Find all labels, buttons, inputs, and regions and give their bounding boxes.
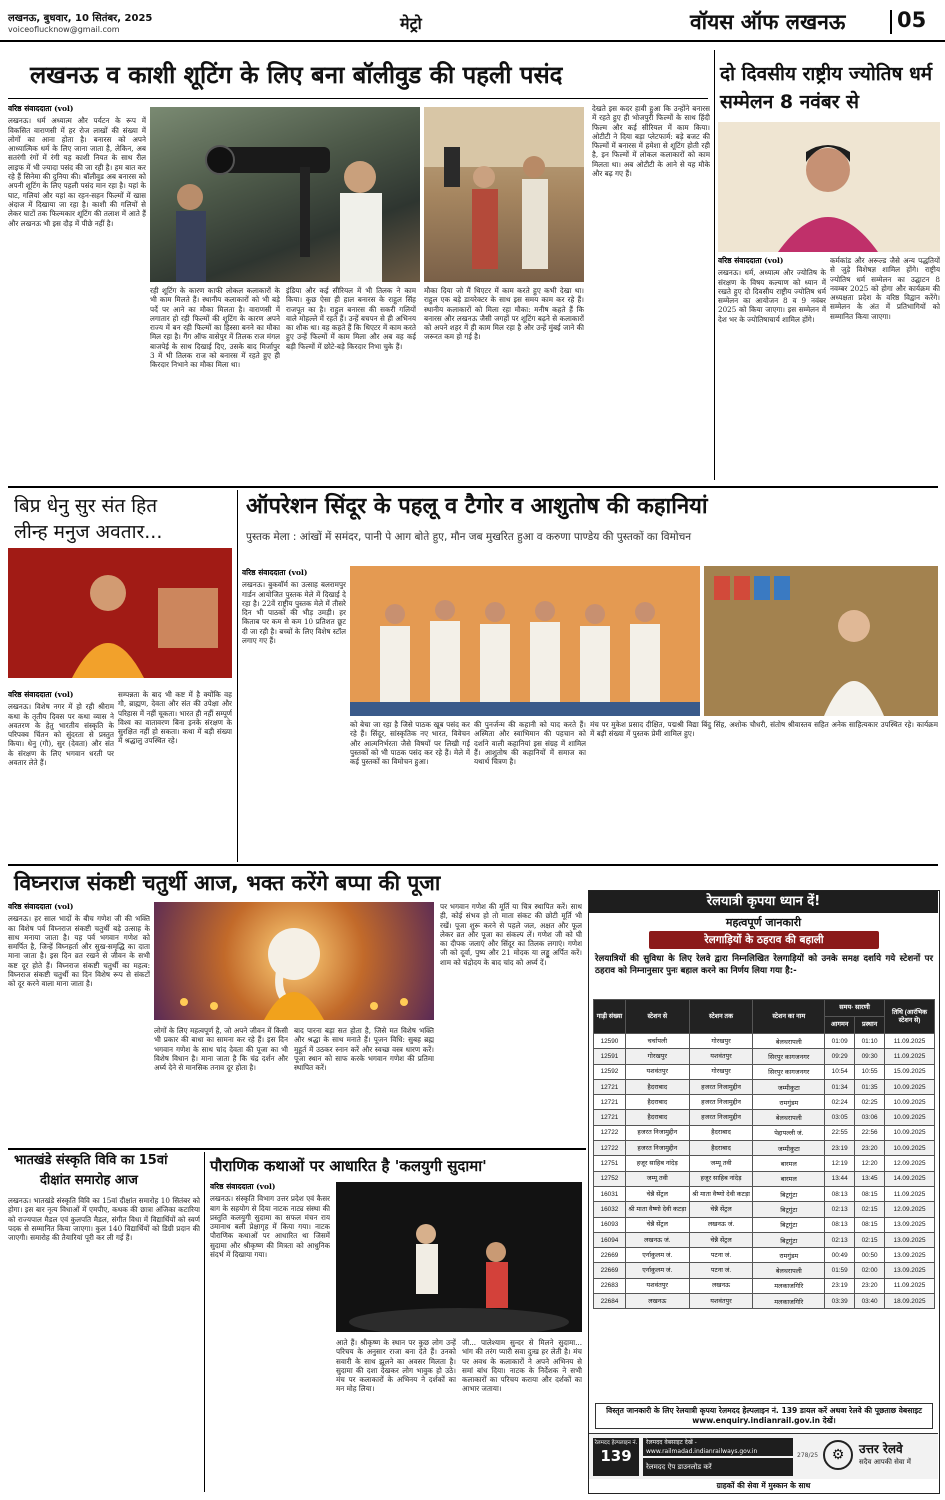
katha-speaker-illustration (8, 548, 232, 678)
railway-slogan: ग्राहकों की सेवा में मुस्कान के साथ (716, 1481, 811, 1490)
story1-text3: इंडिया और कई सीरियल में भी तिलक ने काम किया। कुछ ऐसा ही हाल बनारस के राहुल सिंह राजपूत का है। राहुल बनारस की सकरी गलियों वाले मोहल्ले में रहते हैं। उन्हें बचपन से ही अभिनय का शौक था। वह कहते हैं कि थिएटर में काम करते हुए उन्हें फिल्मों में काम मिला और अब वह कई बड़ी फिल्मों में छोटे-बड़े किरदार निभा चुके हैं। (286, 286, 416, 351)
table-cell: 03:40 (855, 1294, 885, 1309)
table-cell: एर्नाकुलम जं. (625, 1263, 689, 1278)
railway-org: उत्तर रेलवे (859, 1442, 903, 1456)
table-cell: 14.09.2025 (885, 1171, 935, 1186)
story3-text1: लखनऊ। विशेष नगर में हो रही श्रीराम कथा के तृतीय दिवस पर कथा व्यास ने अवतरण के हेतु भारतीय संस्कृति के परिपक्व चिंतन को सुंदरता से प्रस्तुत किया। धेनु (गौ), सुर (देवता) और संत के संरक्षण के लिए भगवान धरती पर अवतार लेते हैं। (8, 702, 114, 768)
story3-text2: सम्पन्नता के बाद भी कष्ट में है क्योंकि वह गौ, ब्राह्मण, देवता और संत की उपेक्षा और परिहास में नहीं चूकता। भारत ही नहीं सम्पूर्ण विश्व का वातावरण बिना इनके संरक्षण के सुरक्षित नहीं हो सकता। कथा में बड़ी संख्या में श्रद्धालु उपस्थित रहे। (118, 690, 232, 746)
table-cell: 02:15 (855, 1232, 885, 1247)
table-cell: 12590 (594, 1034, 626, 1049)
table-cell: 08:15 (855, 1186, 885, 1201)
table-cell: 01:10 (855, 1034, 885, 1049)
table-cell: बिट्रगुंटा (753, 1186, 825, 1201)
story7-col3 (462, 1338, 582, 1492)
table-cell: 08:13 (825, 1186, 855, 1201)
story6-col1 (8, 1196, 200, 1492)
railway-intro: रेलयात्रियों की सुविधा के लिए रेलवे द्वारा निम्नलिखित रेलगाड़ियों को उनके समक्ष दर्शाये गये स्टेशनों पर ठहराव को निम्नानुसार पुनः बहाल करने का निर्णय लिया गया है:- (595, 954, 933, 976)
story4-text1: लखनऊ। बुकवॉर्म का उत्साह बलरामपुर गार्डन आयोजित पुस्तक मेले में दिखाई दे रहा है। 22वें राष्ट्रीय पुस्तक मेले में तीसरे दिन भी पाठकों की भीड़ उमड़ी। हर किताब पर कम से कम 10 प्रतिशत छूट दी जा रही है। बच्चों के लिए विशेष स्टॉल लगाए गए हैं। (242, 580, 346, 646)
table-cell: बेलथरापली (753, 1034, 825, 1049)
table-cell: यशवंतपुर (625, 1064, 689, 1079)
col-date: तिथि (आरंभिक स्टेशन से) (885, 1000, 935, 1034)
table-cell: एर्नाकुलम जं. (625, 1248, 689, 1263)
table-cell: 01:35 (855, 1079, 885, 1094)
table-row (594, 1095, 935, 1110)
table-cell: हजरत निजामुद्दीन (625, 1141, 689, 1156)
story5-col4 (440, 902, 582, 1182)
railway-org-tag: सदैव आपकी सेवा में (859, 1458, 911, 1466)
table-cell: 10:54 (825, 1064, 855, 1079)
table-cell: पटना जं. (689, 1263, 753, 1278)
table-cell: 02:13 (825, 1202, 855, 1217)
col-arrival: आगमन (825, 1017, 855, 1034)
railway-table (593, 999, 935, 1309)
table-cell: 18.09.2025 (885, 1294, 935, 1309)
table-cell: 22669 (594, 1263, 626, 1278)
story4-text4: मंच पर मुकेश प्रसाद दीक्षित, पद्मश्री विद्या बिंदु सिंह, अशोक चौधरी, संतोष श्रीवास्तव सहित अनेक साहित्यकार उपस्थित रहे। कार्यक्रम में बड़ी संख्या में पुस्तक प्रेमी शामिल हुए। (590, 720, 938, 739)
table-cell: यशवंतपुर (689, 1294, 753, 1309)
table-cell: 16032 (594, 1202, 626, 1217)
table-cell: मलकाजगिरि (753, 1294, 825, 1309)
table-cell: 22683 (594, 1278, 626, 1293)
story4-photo-stall (704, 566, 938, 716)
railmadad-web (643, 1438, 793, 1456)
table-cell: हजरत निजामुद्दीन (625, 1125, 689, 1140)
story7-photo (336, 1182, 582, 1332)
table-cell: गोरखपुर (689, 1034, 753, 1049)
railmadad-url[interactable]: www.railmadad.indianrailways.gov.in (646, 1448, 758, 1455)
railway-code: 278/25 (797, 1452, 819, 1459)
table-cell: 13:45 (855, 1171, 885, 1186)
table-cell: 23:20 (855, 1278, 885, 1293)
table-cell: पेद्दापल्ली जं. (753, 1125, 825, 1140)
table-row (594, 1232, 935, 1247)
table-cell: 03:05 (825, 1110, 855, 1125)
story7-text3: जी... पालेश्याम सुन्दर से मिलने सुदामा... भांग की तरंग प्यारी सवा दुःख हर लेती है। मंच पर अवध के कलाकारों ने अपने अभिनय से समां बांध दिया। नाटक के निर्देशक ने सभी कलाकारों का परिचय कराया और दर्शकों का आभार जताया। (462, 1338, 582, 1394)
table-cell: 13.09.2025 (885, 1248, 935, 1263)
masthead (0, 0, 945, 42)
masthead-divider (890, 10, 892, 34)
table-cell: यशवंतपुर (625, 1278, 689, 1293)
table-cell: बेलथरापली (753, 1110, 825, 1125)
story4-col2 (350, 720, 470, 860)
railway-footer-info: विस्तृत जानकारी के लिए रेलयात्री कृपया रेलमदद हेल्पलाइन नं. 139 डायल करें अथवा रेलवे की पूछताछ वेबसाइट www.enquiry.indianrail.gov.in देखें। (595, 1403, 933, 1429)
table-cell: 10.09.2025 (885, 1141, 935, 1156)
table-row (594, 1034, 935, 1049)
table-cell: 02:24 (825, 1095, 855, 1110)
table-row (594, 1064, 935, 1079)
table-cell: रामगुंडम (753, 1095, 825, 1110)
section-rule-1 (8, 486, 938, 488)
story7-col2 (336, 1338, 456, 1492)
helpline-box (593, 1438, 639, 1476)
table-cell: लखनऊ जं. (689, 1217, 753, 1232)
story5-byline: वरिष्ठ संवाददाता (vol) (8, 902, 74, 911)
table-cell: मलकाजगिरि (753, 1278, 825, 1293)
table-cell: 10.09.2025 (885, 1095, 935, 1110)
railway-title (649, 931, 879, 949)
story1-photo-camera (150, 107, 420, 282)
masthead-date: लखनऊ, बुधवार, 10 सितंबर, 2025 (8, 13, 153, 24)
table-cell: यशवंतपुर (689, 1049, 753, 1064)
table-cell: बिट्रगुंटा (753, 1232, 825, 1247)
story4-subhead: पुस्तक मेला : आंखों में समंदर, पानी पे आग बोते हुए, मौन जब मुखरित हुआ व करुणा पाण्डेय की पुस्तकों का विमोचन (246, 531, 692, 543)
table-cell: 22684 (594, 1294, 626, 1309)
table-cell: बारमल (753, 1156, 825, 1171)
table-cell: 00:50 (855, 1248, 885, 1263)
col-from: स्टेशन से (625, 1000, 689, 1034)
table-cell: 12721 (594, 1079, 626, 1094)
table-cell: 12.09.2025 (885, 1156, 935, 1171)
story4-left-rule (237, 490, 238, 862)
story2-col1 (718, 256, 826, 482)
table-cell: 10.09.2025 (885, 1125, 935, 1140)
table-cell: 12751 (594, 1156, 626, 1171)
story6-text1: लखनऊ। भातखंडे संस्कृति विवि का 15वां दीक्षांत समारोह 10 सितंबर को होगा। इस बार नृत्य विधाओं में एमपीए, कथक की छात्रा अंजिका कटारिया को राज्यपाल मैडल एवं कुलपति मैडल, संगीत विधा में विद्यार्थियों को स्वर्ण पदक से सम्मानित किया जाएगा। कुल 140 विद्यार्थियों को डिग्री प्रदान की जाएगी। समारोह की तैयारियां पूरी कर ली गई हैं। (8, 1196, 200, 1243)
table-cell: 22:55 (825, 1125, 855, 1140)
table-cell: लखनऊ जं. (625, 1232, 689, 1247)
table-cell: सिरपुर कागजनगर (753, 1064, 825, 1079)
table-cell: 12721 (594, 1110, 626, 1125)
story2-left-rule (714, 50, 715, 480)
story1-photo-street (424, 107, 584, 282)
railmadad-app[interactable]: रेलमदद ऐप डाउनलोड करें (643, 1458, 793, 1476)
table-cell: श्री माता वैष्णो देवी कटड़ा (689, 1186, 753, 1201)
railway-subtitle: महत्वपूर्ण जानकारी (725, 916, 802, 929)
book-launch-illustration (350, 566, 700, 716)
railway-banner (589, 891, 938, 913)
camera-crew-illustration (150, 107, 420, 282)
story4-text3: की पुनर्जन्म की कहानी को याद करते हैं। अस्मिता और स्वाभिमान की पहचान को दर्शाने वाली कहानियां इस संग्रह में शामिल हैं। आशुतोष की कहानियों में समाज का यथार्थ चित्रण है। (474, 720, 586, 767)
table-cell: हैदराबाद (625, 1110, 689, 1125)
railway-notice (588, 890, 940, 1494)
table-cell: जम्मू तवी (625, 1171, 689, 1186)
story1-col2 (150, 286, 280, 482)
stage-play-illustration (336, 1182, 582, 1332)
story4-col4 (590, 720, 938, 860)
table-row (594, 1294, 935, 1309)
table-row (594, 1156, 935, 1171)
railway-banner-text: रेलयात्री कृपया ध्यान दें! (706, 894, 821, 909)
table-cell: हजूर साहिब नांदेड़ (689, 1171, 753, 1186)
table-cell: 16093 (594, 1217, 626, 1232)
table-cell: 09:29 (825, 1049, 855, 1064)
story4-byline: वरिष्ठ संवाददाता (vol) (242, 568, 308, 577)
table-cell: 01:09 (825, 1034, 855, 1049)
table-cell: जम्मीकुटा (753, 1079, 825, 1094)
table-cell: 12722 (594, 1125, 626, 1140)
table-cell: बारमल (753, 1171, 825, 1186)
story1-text5: देखते इस कदर हावी हुआ कि उन्होंने बनारस में रहते हुए ही भोजपुरी फिल्मों के साथ हिंदी फिल्म और कई सीरियल में काम किया। ओटीटी ने दिया बड़ा प्लेटफार्म: बड़े बजट की फिल्मों में बनारस में हमेशा से शूटिंग होती रही है, इन फिल्मों में लोकल कलाकारों को काम मिलता था। अब ओटीटी के आने से यह मौके और बढ़ गए हैं। (592, 104, 710, 179)
table-cell: 16094 (594, 1232, 626, 1247)
story6-headline-line2: दीक्षांत समारोह आज (40, 1173, 138, 1188)
table-cell: 12752 (594, 1171, 626, 1186)
story1-col1 (8, 104, 146, 482)
table-cell: 23:19 (825, 1141, 855, 1156)
story1-byline: वरिष्ठ संवाददाता (vol) (8, 104, 74, 113)
story5-text4: पर भगवान गणेश की मूर्ति या चित्र स्थापित करें। साथ ही, कोई संभव हो तो माता संकट की छोटी मूर्ति भी रखें। पूजा शुरू करने से पहले जल, अक्षत और फूल लेकर व्रत और पूजा का संकल्प लें। गणेश जी को घी का दीपक जलाएं और सिंदूर का तिलक लगाएं। गणेश जी को दूर्वा, पुष्प और 21 मोदक या लड्डू अर्पित करें। शाम को चंद्रोदय के बाद चांद को अर्घ्य दें। (440, 902, 582, 967)
story2-photo (718, 122, 940, 252)
story4-col3 (474, 720, 586, 860)
table-cell: रामगुंडम (753, 1248, 825, 1263)
story7-col1 (210, 1182, 330, 1492)
story4-headline: ऑपरेशन सिंदूर के पहलू व टैगोर व आशुतोष की कहानियां (246, 494, 708, 519)
table-row (594, 1248, 935, 1263)
story7-text2: आते हैं। श्रीकृष्ण के स्थान पर कुछ लोग उन्हें परिचय के अनुसार राजा बना देते हैं। उनको सवारी के साथ झूलने का अवसर मिलता है। सुदामा की दशा देखकर लोग भावुक हो उठे। मंच पर कलाकारों के अभिनय ने दर्शकों का मन मोह लिया। (336, 1338, 456, 1394)
table-cell: 00:49 (825, 1248, 855, 1263)
story4-text2: को बेचा जा रहा है जिसे पाठक खूब पसंद कर रहे हैं। सिंदूर, सांस्कृतिक नए भारत, विवेचन और आत्मनिर्भरता जैसे विषयों पर लिखी गई पुस्तकों को भी पाठक पसंद कर रहे हैं। मेले में कई पुस्तकों का विमोचन हुआ। (350, 720, 470, 767)
railway-bottom-bar (589, 1433, 938, 1479)
table-cell: 11.09.2025 (885, 1034, 935, 1049)
railway-table-wrap (593, 999, 935, 1309)
table-cell: 02:15 (855, 1202, 885, 1217)
street-shoot-illustration (424, 107, 584, 282)
table-cell: चेन्नै सेंट्रल (689, 1202, 753, 1217)
table-cell: 12.09.2025 (885, 1202, 935, 1217)
table-row (594, 1278, 935, 1293)
table-row (594, 1186, 935, 1201)
table-cell: हैदराबाद (689, 1125, 753, 1140)
story1-rule (8, 98, 708, 99)
table-cell: 08:13 (825, 1217, 855, 1232)
table-cell: 02:00 (855, 1263, 885, 1278)
table-row (594, 1202, 935, 1217)
table-cell: हैदराबाद (625, 1095, 689, 1110)
masthead-brand: वॉयस ऑफ लखनऊ (690, 10, 846, 34)
section-rule-2 (8, 864, 938, 866)
table-cell: बेलथरापली (753, 1263, 825, 1278)
story3-col1 (8, 690, 114, 860)
table-cell: चेन्नै सेंट्रल (625, 1217, 689, 1232)
table-cell: 02:25 (855, 1095, 885, 1110)
table-cell: 02:13 (825, 1232, 855, 1247)
story5-col1 (8, 902, 150, 1182)
table-cell: 11.09.2025 (885, 1186, 935, 1201)
railway-table-body (594, 1034, 935, 1309)
story1-col4 (424, 286, 584, 482)
table-cell: 22:56 (855, 1125, 885, 1140)
story1-text4: मौका दिया जो मैं थिएटर में काम करते हुए कभी देखा था। राहुल एक बड़े डायरेक्टर के साथ इस समय काम कर रहे हैं। स्थानीय कलाकारों को मिला रहा मौका: मनीष कहते हैं कि बनारस और लखनऊ जैसी जगहों पर शूटिंग बढ़ने से कलाकारों को अपने शहर में ही काम मिल रहा है और उन्हें मुंबई जाने की जरूरत कम हो गई है। (424, 286, 584, 342)
story2-col2 (830, 256, 940, 482)
table-cell: बिट्रगुंटा (753, 1217, 825, 1232)
story1-text2: रही शूटिंग के कारण काफी लोकल कलाकारों के भी काम मिलते हैं। स्थानीय कलाकारों को भी बड़े पर्दे पर आने का मौका मिलता है। वाराणसी में लगातार हो रही फिल्मों की शूटिंग के कारण अपने राज्य में बन रही फिल्मों का हिस्सा बनने का मौका मिल रहा है। गैंग ऑफ वासेपुर में तिलक राज मंगल बाजपेई के साथ दिखाई दिए, उसके बाद मिर्जापुर 3 में भी तिलक राज को बनारस में रहते हुए ही किरदार निभाने का मौका मिला था। (150, 286, 280, 370)
masthead-email: voiceoflucknow@gmail.com (8, 25, 120, 34)
table-cell: चेन्नै सेंट्रल (625, 1186, 689, 1201)
story4-photo-launch (350, 566, 700, 716)
story7-text1: लखनऊ। संस्कृति विभाग उत्तर प्रदेश एवं कैसर बाग के सहयोग से दिया नाटक नाट्य संस्था की प्रस्तुति कलयुगी सुदामा का सफल मंचन राय उमानाथ बली प्रेक्षागृह में किया गया। नाटक पौराणिक कथाओं पर आधारित था जिसमें सुदामा और श्रीकृष्ण की मित्रता को आधुनिक संदर्भ में दिखाया गया। (210, 1194, 330, 1260)
col-station: स्टेशन का नाम (753, 1000, 825, 1034)
table-row (594, 1217, 935, 1232)
table-cell: 15.09.2025 (885, 1064, 935, 1079)
table-row (594, 1263, 935, 1278)
table-cell: 03:06 (855, 1110, 885, 1125)
table-cell: हजरत निजामुद्दीन (689, 1095, 753, 1110)
table-cell: हजरत निजामुद्दीन (689, 1079, 753, 1094)
railway-logo-icon: ⚙ (823, 1440, 853, 1470)
table-cell: 11.09.2025 (885, 1278, 935, 1293)
ganesha-illustration (154, 902, 434, 1020)
table-cell: 12:19 (825, 1156, 855, 1171)
table-row (594, 1049, 935, 1064)
table-cell: 12:20 (855, 1156, 885, 1171)
table-row (594, 1110, 935, 1125)
story2-headline: दो दिवसीय राष्ट्रीय ज्योतिष धर्म सम्मेलन 8 नवंबर से (720, 63, 933, 113)
story2-text1: लखनऊ। धर्म, अध्यात्म और ज्योतिष के संरक्षण के विषय कल्याण को ध्यान में रखते हुए दो दिवसीय राष्ट्रीय ज्योतिष धर्म सम्मेलन का आयोजन 8 व 9 नवंबर 2025 को किया जाएगा। इस सम्मेलन में देश भर के ज्योतिषाचार्य शामिल होंगे। (718, 268, 826, 324)
table-cell: 13.09.2025 (885, 1217, 935, 1232)
story4-col1 (242, 568, 346, 860)
table-cell: गोरखपुर (625, 1049, 689, 1064)
table-cell: 10:55 (855, 1064, 885, 1079)
table-cell: हजूर साहिब नांदेड़ (625, 1156, 689, 1171)
table-cell: 22669 (594, 1248, 626, 1263)
table-row (594, 1141, 935, 1156)
railway-title-text: रेलगाड़ियों के ठहराव की बहाली (704, 934, 824, 946)
railway-table-header (594, 1000, 935, 1017)
table-cell: 13.09.2025 (885, 1232, 935, 1247)
table-cell: 13.09.2025 (885, 1263, 935, 1278)
table-cell: 11.09.2025 (885, 1049, 935, 1064)
story5-text2: लोगों के लिए महत्वपूर्ण है, जो अपने जीवन में किसी भी प्रकार की बाधा का सामना कर रहे हैं। इस दिन भगवान गणेश के साथ चांद देवता की पूजा का भी विशेष विधान है। माना जाता है कि चंद्र दर्शन और अर्घ्य देने से मानसिक तनाव दूर होता है। (154, 1026, 288, 1073)
table-cell: 10.09.2025 (885, 1110, 935, 1125)
col-train-no: गाड़ी संख्या (594, 1000, 626, 1034)
table-cell: 08:15 (855, 1217, 885, 1232)
table-cell: बिट्रगुंटा (753, 1202, 825, 1217)
table-cell: जम्मू तवी (689, 1156, 753, 1171)
story5-text1: लखनऊ। हर साल भादों के बीच गणेश जी की भक्ति का विशेष पर्व विघ्नराज संकष्टी चतुर्थी बड़े उत्साह के साथ मनाया जाता है। यह पर्व भगवान गणेश को समर्पित है, जिन्हें विघ्नहर्ता और सुख-समृद्धि का दाता माना जाता है। इस दिन व्रत रखने से जीवन के सभी कष्ट दूर होते हैं। विघ्नराज संकष्टी चतुर्थी का महत्व: विघ्नराज संकष्टी चतुर्थी का दिन विशेष रूप से संकटों को दूर करने वाला माना जाता है। (8, 914, 150, 989)
table-cell: 16031 (594, 1186, 626, 1201)
col-to: स्टेशन तक (689, 1000, 753, 1034)
table-cell: जम्मीकुटा (753, 1141, 825, 1156)
table-cell: हैदराबाद (689, 1141, 753, 1156)
story7-left-rule (204, 1152, 205, 1492)
page-number: 05 (897, 8, 927, 32)
book-stall-illustration (704, 566, 938, 716)
astrologer-portrait (718, 122, 940, 252)
story5-headline: विघ्नराज संकष्टी चतुर्थी आज, भक्त करेंगे बप्पा की पूजा (14, 871, 441, 895)
table-cell: 13:44 (825, 1171, 855, 1186)
table-cell: लखनऊ (689, 1278, 753, 1293)
helpline-label: रेलमदद हेल्पलाइन नं. (594, 1440, 638, 1446)
table-cell: चर्चापली (625, 1034, 689, 1049)
table-cell: 12722 (594, 1141, 626, 1156)
table-cell: हजरत निजामुद्दीन (689, 1110, 753, 1125)
col-departure: प्रस्थान (855, 1017, 885, 1034)
story5-photo (154, 902, 434, 1020)
story1-text1: लखनऊ। धर्म अध्यात्म और पर्यटन के रूप में विकसित वाराणसी में हर रोज लाखों की संख्या में लोगों का आना होता है। बनारस को अपने आध्यात्मिक धर्म के लिए जाना जाता है, लेकिन, अब सतरंगी रंगों में रंगी यह काशी नियत के साथ रील लाइफ में भी ज्यादा पसंद की जा रही है। हम बात कर रहे हैं सिनेमा की दुनिया की। बॉलीवुड अब बनारस को अपनी शूटिंग के लिए पहली पसंद मान रहा है। यहां के घाट, गलियां और यहां का रहन-सहन फिल्मों में खास अंदाज में दिखाया जा रहा है। काशी की गलियों से लेकर घाटों तक फिल्मकार शूटिंग की तलाश में आते हैं और लखनऊ भी इस दौड़ में पीछे नहीं है। (8, 116, 146, 228)
story3-headline-line1: बिप्र धेनु सुर संत हित (14, 495, 158, 517)
story1-col3 (286, 286, 416, 482)
table-cell: 23:19 (825, 1278, 855, 1293)
story2-text2: कर्मकांड और अरूल्ड जैसे अन्य पद्धतियों से जुड़े विशेषज्ञ शामिल होंगे। राष्ट्रीय ज्योतिष धर्म सम्मेलन का उद्घाटन 8 नवम्बर 2025 को होगा और कार्यक्रम की अध्यक्षता प्रदेश के वरिष्ठ विद्वान करेंगे। सम्मेलन के अंत में प्रतिभागियों को सम्मानित किया जाएगा। (830, 256, 940, 321)
helpline-number: 139 (600, 1447, 632, 1465)
table-cell: गोरखपुर (689, 1064, 753, 1079)
table-cell: 23:20 (855, 1141, 885, 1156)
story3-photo (8, 548, 232, 678)
table-cell: 12721 (594, 1095, 626, 1110)
table-cell: 12592 (594, 1064, 626, 1079)
table-cell: हैदराबाद (625, 1079, 689, 1094)
story3-col2 (118, 690, 232, 860)
table-cell: सिरपुर कागजनगर (753, 1049, 825, 1064)
table-cell: 03:39 (825, 1294, 855, 1309)
story7-headline: पौराणिक कथाओं पर आधारित है 'कलयुगी सुदामा' (210, 1157, 487, 1175)
story3-headline-line2: लीन्ह मनुज अवतार... (14, 521, 163, 543)
table-row (594, 1079, 935, 1094)
table-cell: श्री माता वैष्णो देवी कटड़ा (625, 1202, 689, 1217)
story1-headline: लखनऊ व काशी शूटिंग के लिए बना बॉलीवुड की पहली पसंद (30, 61, 563, 89)
railmadad-web-label: रेलमदद वेबसाइट देखें - (646, 1439, 697, 1446)
masthead-section: मेट्रो (400, 14, 422, 33)
story3-byline: वरिष्ठ संवाददाता (vol) (8, 690, 74, 699)
table-cell: 01:34 (825, 1079, 855, 1094)
table-cell: लखनऊ (625, 1294, 689, 1309)
table-row (594, 1125, 935, 1140)
table-cell: चेन्नै सेंट्रल (689, 1232, 753, 1247)
table-cell: 12591 (594, 1049, 626, 1064)
story5-text3: बाद पारना बड़ा सत होता है, जिसे मत विशेष भक्ति और श्रद्धा के साथ मनाते हैं। पूजन विधि: सुबह ब्रह्म मुहूर्त में उठकर स्नान करें और स्वच्छ वस्त्र धारण करें। पूजा स्थान को साफ करके भगवान गणेश की प्रतिमा स्थापित करें। (294, 1026, 434, 1073)
story1-col5 (592, 104, 710, 482)
table-cell: 09:30 (855, 1049, 885, 1064)
story6-headline-line1: भातखंडे संस्कृति विवि का 15वां (14, 1153, 168, 1168)
story7-byline: वरिष्ठ संवाददाता (vol) (210, 1182, 276, 1191)
table-cell: पटना जं. (689, 1248, 753, 1263)
table-cell: 10.09.2025 (885, 1079, 935, 1094)
story2-byline: वरिष्ठ संवाददाता (vol) (718, 256, 784, 265)
table-row (594, 1171, 935, 1186)
table-cell: 01:59 (825, 1263, 855, 1278)
col-time-group: समय- सारणी (825, 1000, 885, 1017)
section-rule-3 (8, 1148, 586, 1150)
